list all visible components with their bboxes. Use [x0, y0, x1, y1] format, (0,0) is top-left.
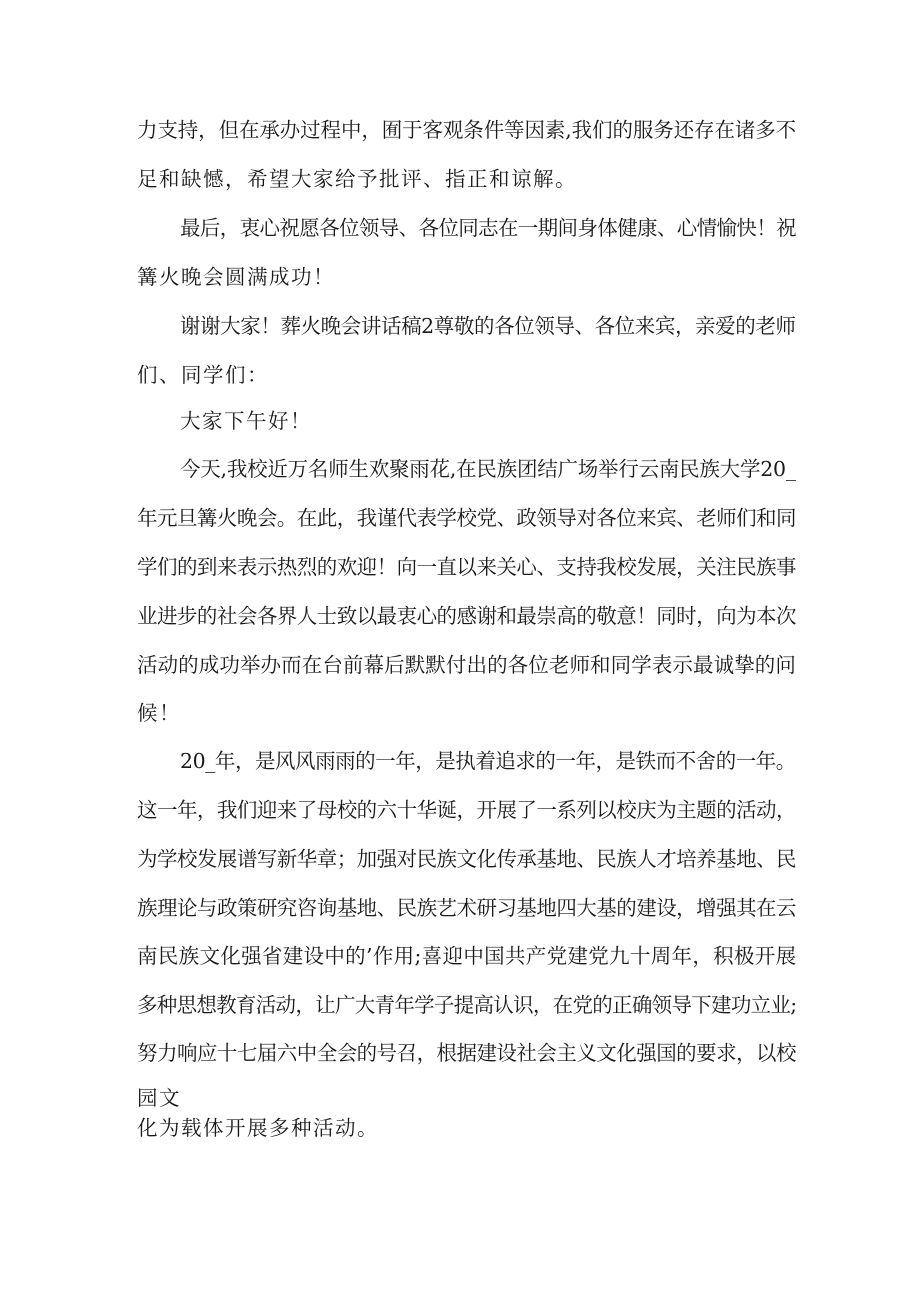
text-line: 这一年，我们迎来了母校的六十华诞，开展了一系列以校庆为主题的活动，: [137, 798, 796, 822]
text-line: 足和缺憾，希望大家给予批评、指正和谅解。: [137, 167, 577, 191]
text-line: 族理论与政策研究咨询基地、民族艺术研习基地四大基的建设，增强其在云: [137, 896, 796, 920]
text-line: 为学校发展谱写新华章；加强对民族文化传承基地、民族人才培养基地、民: [137, 847, 796, 871]
paragraph-first-line: 20_年，是风风雨雨的一年，是执着追求的一年，是铁而不舍的一年。: [180, 749, 796, 773]
paragraph-first-line: 今天,我校近万名师生欢聚雨花,在民族团结广场举行云南民族大学20_: [180, 457, 796, 481]
text-line: 努力响应十七届六中全会的号召，根据建设社会主义文化强国的要求，以校: [137, 1041, 796, 1065]
text-line: 候！: [137, 701, 181, 725]
paragraph-first-line: 最后，衷心祝愿各位领导、各位同志在一期间身体健康、心情愉快！祝: [180, 216, 796, 240]
text-line: 南民族文化强省建设中的’作用;喜迎中国共产党建党九十周年，积极开展: [137, 944, 797, 968]
text-line: 多种思想教育活动，让广大青年学子提高认识，在党的正确领导下建功立业;: [137, 993, 797, 1017]
text-line: 活动的成功举办而在台前幕后默默付出的各位老师和同学表示最诚挚的问: [137, 653, 796, 677]
paragraph-first-line: 谢谢大家！葬火晚会讲话稿2尊敬的各位领导、各位来宾，亲爱的老师: [180, 314, 796, 338]
text-line: 学们的到来表示热烈的欢迎！向一直以来关心、支持我校发展，关注民族事: [137, 555, 796, 579]
text-line: 们、同学们：: [137, 363, 269, 387]
text-line: 年元旦篝火晚会。在此，我谨代表学校党、政领导对各位来宾、老师们和同: [137, 506, 796, 530]
greeting-line: 大家下午好！: [180, 409, 312, 433]
text-line: 力支持，但在承办过程中，囿于客观条件等因素,我们的服务还存在诸多不: [137, 118, 797, 142]
text-line: 化为载体开展多种活动。: [137, 1116, 379, 1140]
text-line: 业进步的社会各界人士致以最衷心的感谢和最崇高的敬意！同时，向为本次: [137, 604, 796, 628]
text-line: 园文: [137, 1086, 181, 1110]
text-line: 篝火晚会圆满成功！: [137, 265, 335, 289]
